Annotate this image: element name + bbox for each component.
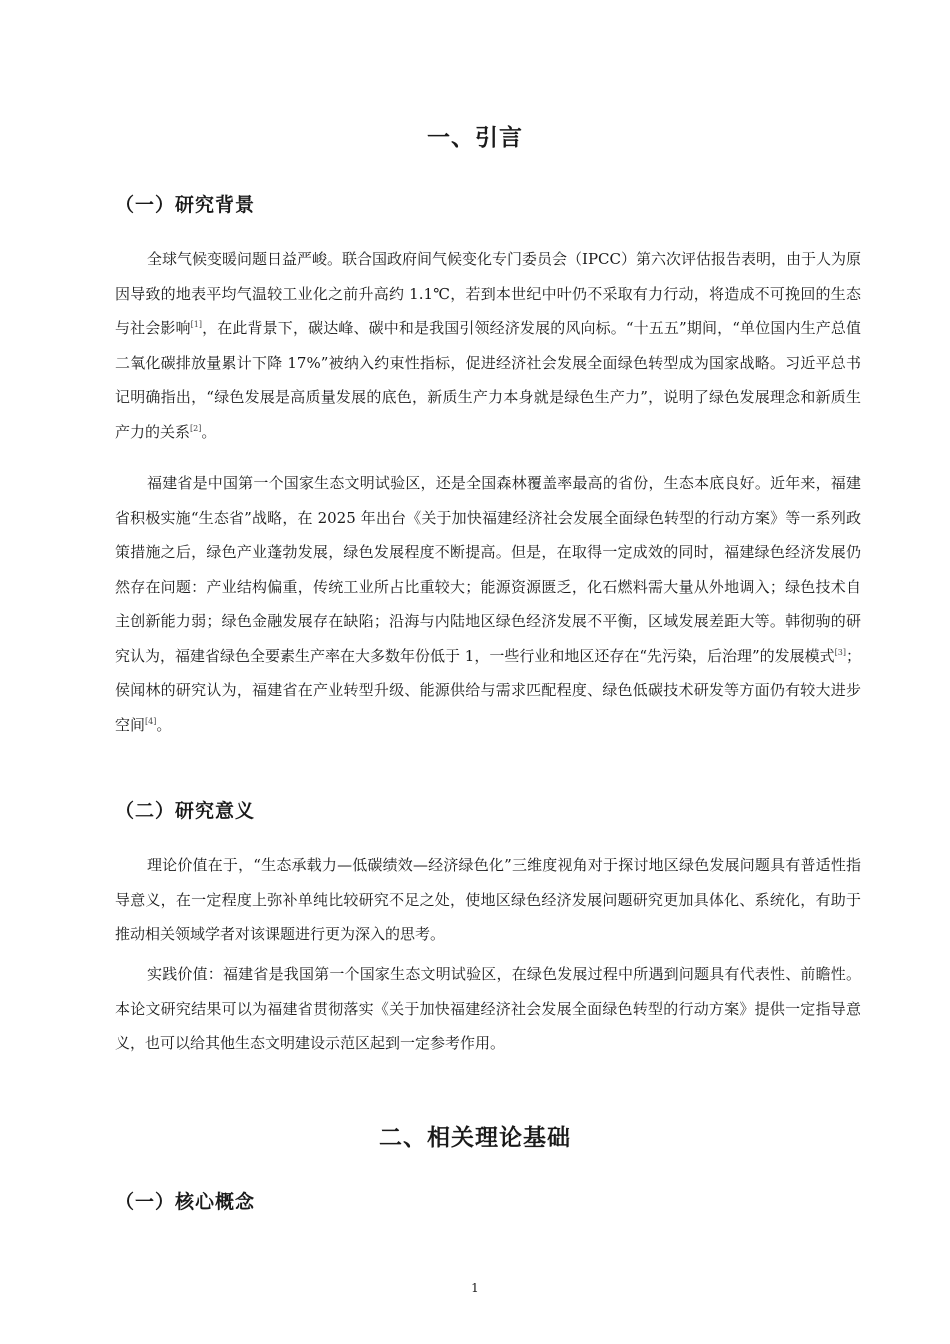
section-title-introduction: 一、引言 bbox=[427, 125, 523, 151]
paragraph-text: ；侯闻林的研究认为，福建省在产业转型升级、能源供给与需求匹配程度、绿色低碳技术研发等方面仍有较大进步空间 bbox=[115, 646, 862, 734]
subsection-title-core-concepts: （一）核心概念 bbox=[115, 1191, 256, 1213]
paragraph-text: 福建省是中国第一个国家生态文明试验区，还是全国森林覆盖率最高的省份，生态本底良好。近年来，福建省积极实施“生态省”战略，在 2025 年出台《关于加快福建经济社会发展全面绿色转型的行动方案》等一系列政策措施之后，绿色产业蓬勃发展，绿色发展程度不断提高。但是，在取得一定成效的同时，福建绿色经济发展仍然存在问题：产业结构偏重，传统工业所占比重较大；能源资源匮乏，化石燃料需大量从外地调入；绿色技术自主创新能力弱；绿色金融发展存在缺陷；沿海与内陆地区绿色经济发展不平衡，区域发展差距大等。韩彻驹的研究认为，福建省绿色全要素生产率在大多数年份低于 1，一些行业和地区还存在“先污染，后治理”的发展模式 bbox=[115, 474, 861, 665]
paragraph-text: 。 bbox=[201, 422, 217, 441]
paragraph-background-1 bbox=[115, 242, 861, 449]
citation-ref: [1] bbox=[190, 320, 203, 329]
paragraph-theoretical-value: 理论价值在于，“生态承载力—低碳绩效—经济绿色化”三维度视角对于探讨地区绿色发展问题具有普适性指导意义，在一定程度上弥补单纯比较研究不足之处，使地区绿色经济发展问题研究更加具体化、系统化，有助于推动相关领域学者对该课题进行更为深入的思考。 bbox=[115, 856, 861, 943]
paragraph-text: 全球气候变暖问题日益严峻。联合国政府间气候变化专门委员会（IPCC）第六次评估报告表明，由于人为原因导致的地表平均气温较工业化之前升高约 1.1℃，若到本世纪中叶仍不采取有力行动，将造成不可挽回的生态与社会影响 bbox=[115, 250, 861, 337]
section-title-theoretical-basis: 二、相关理论基础 bbox=[379, 1125, 571, 1151]
paragraph-background-2 bbox=[115, 466, 861, 742]
subsection-title-research-significance: （二）研究意义 bbox=[115, 800, 256, 822]
page-number: 1 bbox=[471, 1281, 479, 1295]
citation-ref: [3] bbox=[834, 647, 846, 657]
citation-ref: [4] bbox=[145, 716, 157, 726]
paragraph-text: ，在此背景下，碳达峰、碳中和是我国引领经济发展的风向标。“十五五”期间，“单位国内生产总值二氧化碳排放量累计下降 17%”被纳入约束性指标，促进经济社会发展全面绿色转型成为国家战略。习近平总书记明确指出，“绿色发展是高质量发展的底色，新质生产力本身就是绿色生产力”，说明了绿色发展理念和新质生产力的关系 bbox=[115, 319, 861, 441]
paragraph-text: 。 bbox=[156, 715, 172, 734]
subsection-title-research-background: （一）研究背景 bbox=[115, 194, 256, 216]
paragraph-practical-value: 实践价值：福建省是我国第一个国家生态文明试验区，在绿色发展过程中所遇到问题具有代表性、前瞻性。本论文研究结果可以为福建省贯彻落实《关于加快福建经济社会发展全面绿色转型的行动方案》提供一定指导意义，也可以给其他生态文明建设示范区起到一定参考作用。 bbox=[115, 965, 861, 1052]
citation-ref: [2] bbox=[190, 423, 202, 433]
